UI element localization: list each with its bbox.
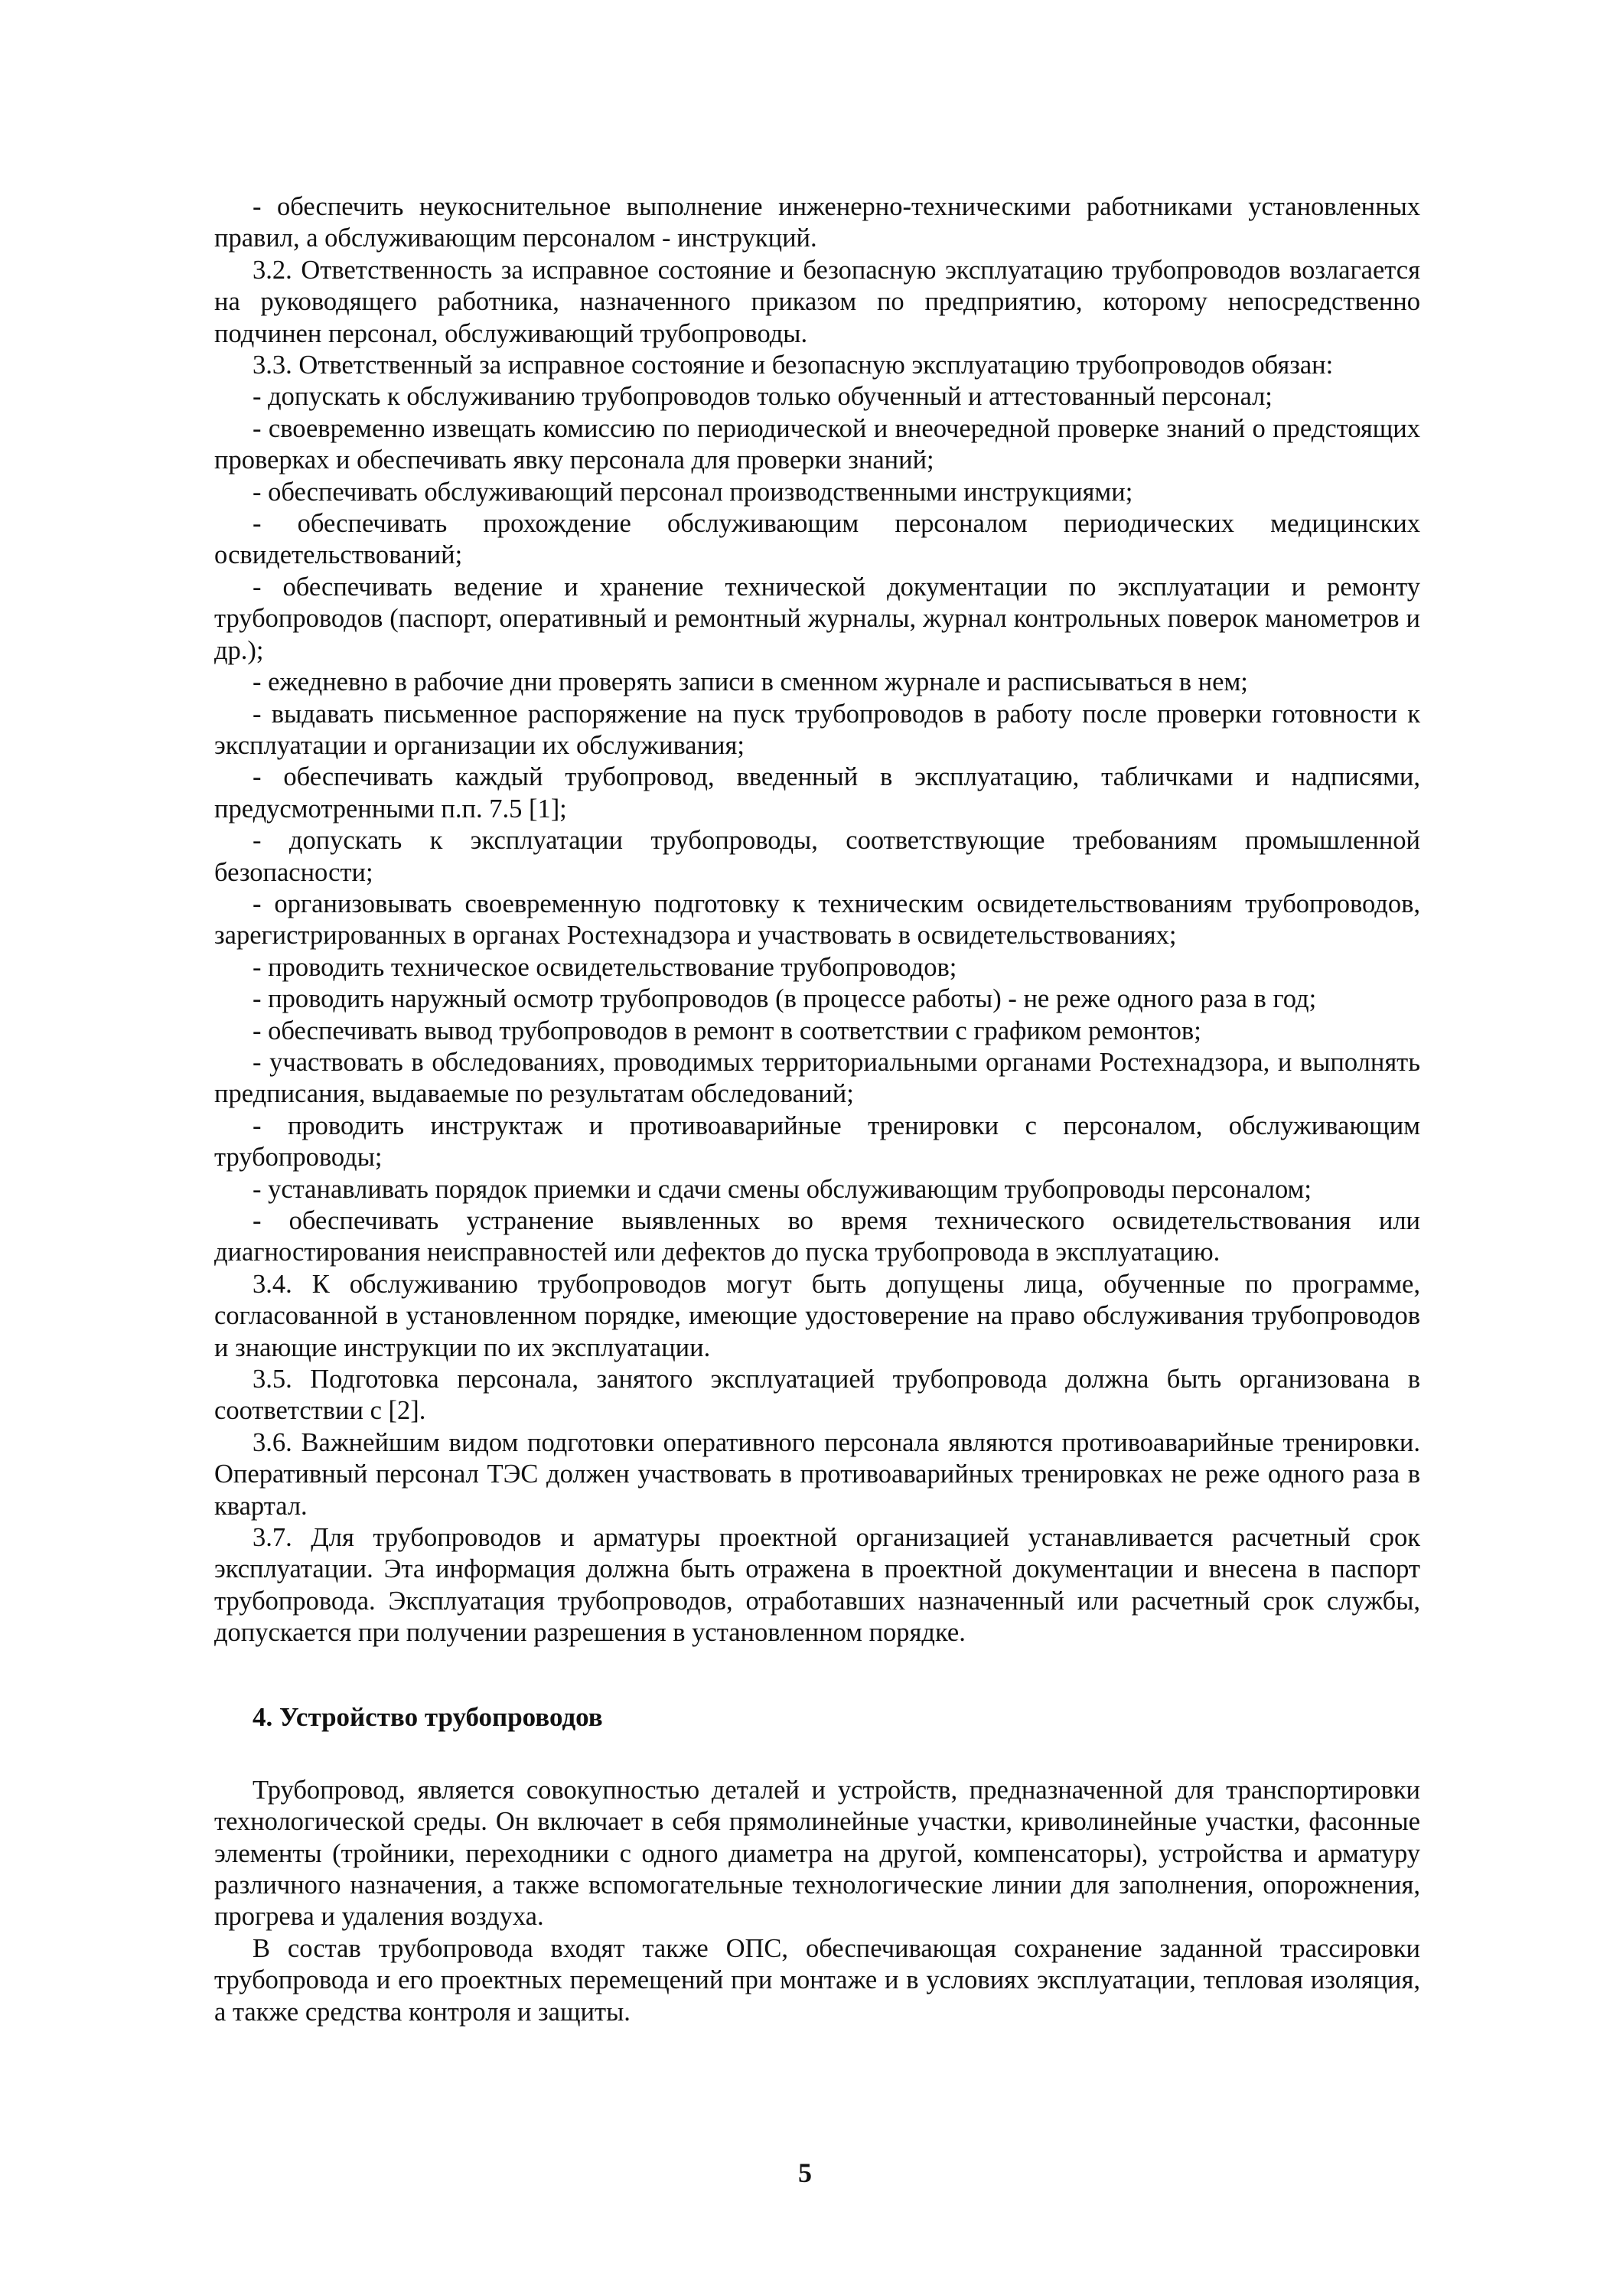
paragraph: - обеспечивать каждый трубопровод, введенный в эксплуатацию, табличками и надписями, предусмотренными п.п. 7.5 [1]; bbox=[214, 762, 1420, 823]
paragraph: Трубопровод, является совокупностью деталей и устройств, предназначенной для транспортировки технологической среды. Он включает в себя прямолинейные участки, криволинейные участки, фасонные элементы (тройники, переходники с одного диаметра на другой, компенсаторы), устройства и арматуру различного назначения, а также вспомогательные технологические линии для заполнения, опорожнения, прогрева и удаления воздуха. bbox=[214, 1775, 1420, 1932]
paragraph: 3.7. Для трубопроводов и арматуры проектной организацией устанавливается расчетный срок эксплуатации. Эта информация должна быть отражена в проектной документации и внесена в паспорт трубопровода. Эксплуатация трубопроводов, отработавших назначенный или расчетный срок службы, допускается при получении разрешения в установленном порядке. bbox=[214, 1523, 1420, 1648]
paragraph: 3.2. Ответственность за исправное состояние и безопасную эксплуатацию трубопроводов возлагается на руководящего работника, назначенного приказом по предприятию, которому непосредственно подчинен персонал, обслуживающий трубопроводы. bbox=[214, 255, 1420, 348]
section-4-text bbox=[214, 1775, 1420, 2028]
section-3-text bbox=[214, 191, 1420, 1649]
paragraph: - проводить инструктаж и противоаварийные тренировки с персоналом, обслуживающим трубопроводы; bbox=[214, 1110, 1420, 1172]
paragraph: - выдавать письменное распоряжение на пуск трубопроводов в работу после проверки готовности к эксплуатации и организации их обслуживания; bbox=[214, 699, 1420, 760]
paragraph: - участвовать в обследованиях, проводимых территориальными органами Ростехнадзора, и выполнять предписания, выдаваемые по результатам обследований; bbox=[214, 1047, 1420, 1109]
paragraph: - обеспечивать обслуживающий персонал производственными инструкциями; bbox=[253, 477, 1133, 507]
paragraph: - обеспечивать устранение выявленных во время технического освидетельствования или диагностирования неисправностей или дефектов до пуска трубопровода в эксплуатацию. bbox=[214, 1206, 1420, 1267]
paragraph: - допускать к обслуживанию трубопроводов только обученный и аттестованный персонал; bbox=[253, 382, 1273, 412]
paragraph: - допускать к эксплуатации трубопроводы, соответствующие требованиям промышленной безопасности; bbox=[214, 826, 1420, 887]
paragraph: - проводить техническое освидетельствование трубопроводов; bbox=[253, 952, 957, 982]
page-number: 5 bbox=[798, 2157, 812, 2188]
paragraph: 3.4. К обслуживанию трубопроводов могут быть допущены лица, обученные по программе, согласованной в установленном порядке, имеющие удостоверение на право обслуживания трубопроводов и знающие инструкции по их эксплуатации. bbox=[214, 1269, 1420, 1362]
paragraph: - устанавливать порядок приемки и сдачи смены обслуживающим трубопроводы персоналом; bbox=[253, 1174, 1312, 1204]
paragraph: 3.3. Ответственный за исправное состояние и безопасную эксплуатацию трубопроводов обязан: bbox=[253, 351, 1334, 380]
section-heading: 4. Устройство трубопроводов bbox=[253, 1701, 603, 1732]
paragraph: - своевременно извещать комиссию по периодической и внеочередной проверке знаний о предстоящих проверках и обеспечивать явку персонала для проверки знаний; bbox=[214, 413, 1420, 475]
paragraph: - проводить наружный осмотр трубопроводов (в процессе работы) - не реже одного раза в год; bbox=[253, 984, 1317, 1014]
paragraph: 3.6. Важнейшим видом подготовки оперативного персонала являются противоаварийные тренировки. Оперативный персонал ТЭС должен участвовать в противоаварийных тренировках не реже одного раза в квартал. bbox=[214, 1427, 1420, 1521]
paragraph: - ежедневно в рабочие дни проверять записи в сменном журнале и расписываться в нем; bbox=[253, 667, 1248, 697]
paragraph: - обеспечивать ведение и хранение технической документации по эксплуатации и ремонту трубопроводов (паспорт, оперативный и ремонтный журналы, журнал контрольных поверок манометров и др.); bbox=[214, 572, 1420, 665]
paragraph: - обеспечивать вывод трубопроводов в ремонт в соответствии с графиком ремонтов; bbox=[253, 1016, 1201, 1045]
paragraph: - обеспечить неукоснительное выполнение инженерно-техническими работниками установленных правил, а обслуживающим персоналом - инструкций. bbox=[214, 192, 1420, 253]
paragraph: - обеспечивать прохождение обслуживающим персоналом периодических медицинских освидетельствований; bbox=[214, 509, 1420, 570]
paragraph: В состав трубопровода входят также ОПС, обеспечивающая сохранение заданной трассировки трубопровода и его проектных перемещений при монтаже и в условиях эксплуатации, тепловая изоляция, а также средства контроля и защиты. bbox=[214, 1933, 1420, 2027]
paragraph: - организовывать своевременную подготовку к техническим освидетельствованиям трубопроводов, зарегистрированных в органах Ростехнадзора и участвовать в освидетельствованиях; bbox=[214, 889, 1420, 951]
paragraph: 3.5. Подготовка персонала, занятого эксплуатацией трубопровода должна быть организована в соответствии с [2]. bbox=[214, 1365, 1420, 1426]
